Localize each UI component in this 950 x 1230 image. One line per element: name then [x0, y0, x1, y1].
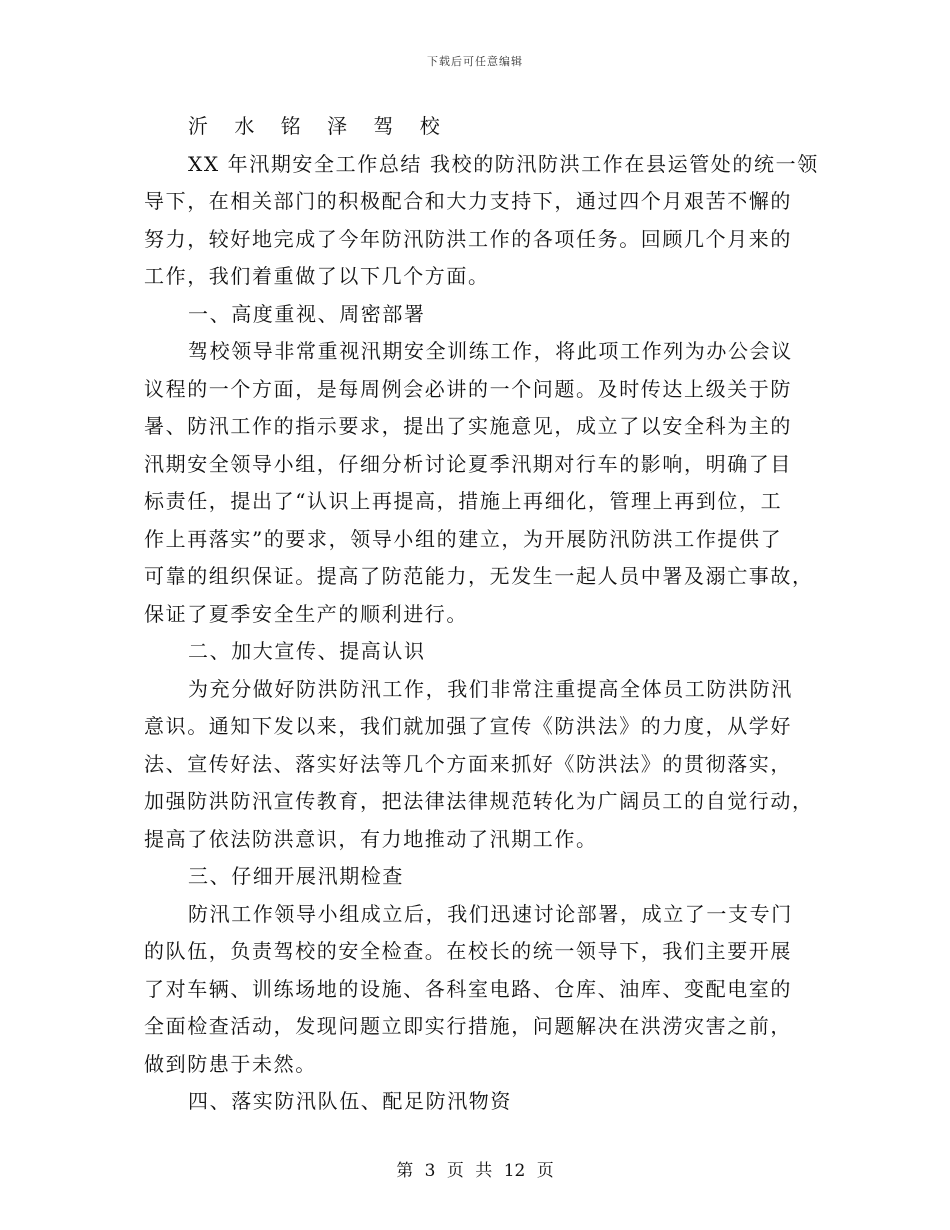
- section-heading-3: 三、仔细开展汛期检查: [188, 864, 404, 888]
- paragraph-line: 标责任，提出了“认识上再提高，措施上再细化，管理上再到位，工: [144, 489, 783, 513]
- paragraph-line: 法、宣传好法、落实好法等几个方面来抓好《防洪法》的贯彻落实，: [144, 751, 792, 776]
- paragraph-line: 作上再落实”的要求，领导小组的建立，为开展防汛防洪工作提供了: [144, 526, 783, 551]
- paragraph-line: 暑、防汛工作的指示要求，提出了实施意见，成立了以安全科为主的: [144, 414, 792, 438]
- paragraph-line: 的队伍，负责驾校的安全检查。在校长的统一领导下，我们主要开展: [144, 939, 792, 963]
- paragraph-line: 提高了依法防洪意识，有力地推动了汛期工作。: [144, 826, 598, 851]
- paragraph-line: 防汛工作领导小组成立后，我们迅速讨论部署，成立了一支专门: [188, 901, 793, 926]
- paragraph-line: 可靠的组织保证。提高了防范能力，无发生一起人员中署及溺亡事故，: [144, 564, 814, 588]
- section-heading-4: 四、落实防汛队伍、配足防汛物资: [188, 1089, 512, 1113]
- paragraph-line: 导下，在相关部门的积极配合和大力支持下，通过四个月艰苦不懈的: [144, 189, 792, 213]
- paragraph-line: 为充分做好防洪防汛工作，我们非常注重提高全体员工防洪防汛: [188, 676, 793, 701]
- paragraph-line: 意识。通知下发以来，我们就加强了宣传《防洪法》的力度，从学好: [144, 714, 792, 738]
- section-heading-1: 一、高度重视、周密部署: [188, 301, 426, 326]
- paragraph-line: 保证了夏季安全生产的顺利进行。: [144, 601, 468, 626]
- document-body: [144, 108, 819, 1121]
- paragraph-line: 加强防洪防汛宣传教育，把法律法律规范转化为广阔员工的自觉行动，: [144, 789, 814, 813]
- paragraph-line: XX 年汛期安全工作总结 我校的防汛防洪工作在县运管处的统一领: [188, 151, 819, 176]
- paragraph-line: 了对车辆、训练场地的设施、各科室电路、仓库、油库、变配电室的: [144, 976, 792, 1001]
- paragraph-line: 努力，较好地完成了今年防汛防洪工作的各项任务。回顾几个月来的: [144, 226, 792, 251]
- paragraph-line: 驾校领导非常重视汛期安全训练工作，将此项工作列为办公会议: [188, 339, 793, 363]
- paragraph-line: 工作，我们着重做了以下几个方面。: [144, 264, 490, 288]
- page-number-footer: 第 3 页 共 12 页: [396, 1161, 554, 1181]
- school-name-line: 沂 水 铭 泽 驾 校: [188, 114, 450, 138]
- paragraph-line: 汛期安全领导小组，仔细分析讨论夏季汛期对行车的影响，明确了目: [144, 451, 792, 476]
- header-note: 下载后可任意编辑: [427, 55, 523, 68]
- paragraph-line: 做到防患于未然。: [144, 1051, 317, 1076]
- paragraph-line: 全面检查活动，发现问题立即实行措施，问题解决在洪涝灾害之前，: [144, 1014, 792, 1038]
- section-heading-2: 二、加大宣传、提高认识: [188, 639, 426, 663]
- paragraph-line: 议程的一个方面，是每周例会必讲的一个问题。及时传达上级关于防: [144, 376, 792, 401]
